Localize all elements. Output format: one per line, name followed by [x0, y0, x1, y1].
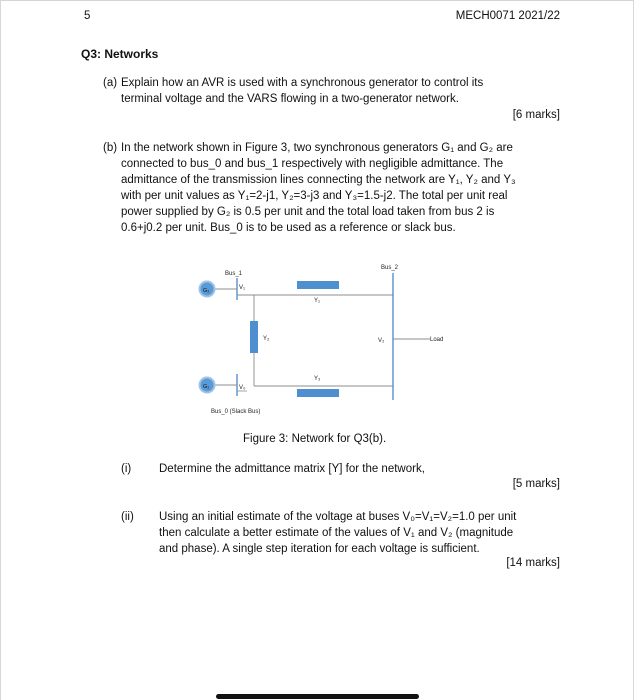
generator-bottom-label: G₁: [203, 384, 210, 390]
bus1-label: Bus_1: [225, 271, 243, 277]
sub-i-label: (i): [121, 463, 132, 475]
sub-ii-marks: [14 marks]: [506, 557, 560, 569]
part-b-line-6: 0.6+j0.2 per unit. Bus_0 is to be used as a reference or slack bus.: [121, 222, 456, 234]
part-a-marks: [6 marks]: [512, 109, 560, 121]
top-edge-line: [1, 0, 633, 1]
admittance-y2-block: [250, 321, 258, 353]
page-number: 5: [84, 10, 91, 22]
question-title: Q3: Networks: [81, 47, 159, 61]
admittance-y3-block: [297, 389, 339, 397]
part-a-label: (a): [103, 77, 118, 89]
figure-caption: Figure 3: Network for Q3(b).: [243, 433, 387, 445]
sub-ii-line-3: and phase). A single step iteration for each voltage is sufficient.: [159, 543, 480, 555]
admittance-y1-block: [297, 281, 339, 289]
y3-label: Y₃: [314, 376, 321, 382]
v2-label: V₂: [378, 338, 385, 344]
sub-i-text: Determine the admittance matrix [Y] for the network,: [159, 463, 425, 475]
part-a-line-1: Explain how an AVR is used with a synchronous generator to control its: [121, 77, 484, 89]
v1-label: V₁: [239, 285, 246, 291]
bus0-label: Bus_0 (Slack Bus): [211, 409, 261, 415]
part-b-line-4: with per unit values as Y₁=2-j1, Y₂=3-j3 and Y₃=1.5-j2. The total per unit real: [121, 190, 508, 202]
part-a-line-2: terminal voltage and the VARS flowing in a two-generator network.: [121, 93, 459, 105]
sub-ii-label: (ii): [121, 511, 134, 523]
generator-top-label: G₂: [203, 288, 210, 294]
sub-ii-line-1: Using an initial estimate of the voltage at buses V₀=V₁=V₂=1.0 per unit: [159, 511, 517, 523]
part-b-line-1: In the network shown in Figure 3, two synchronous generators G₁ and G₂ are: [121, 142, 513, 154]
bus2-label: Bus_2: [381, 265, 399, 271]
v0-label: V₀: [239, 385, 246, 391]
y2-label: Y₂: [263, 336, 270, 342]
sub-ii-line-2: then calculate a better estimate of the values of V₁ and V₂ (magnitude: [159, 527, 514, 539]
part-b-label: (b): [103, 142, 118, 154]
network-diagram: [181, 258, 481, 423]
part-b-line-3: admittance of the transmission lines connecting the network are Y₁, Y₂ and Y₃: [121, 174, 516, 186]
sub-i-marks: [5 marks]: [512, 478, 560, 490]
course-code: MECH0071 2021/22: [455, 10, 560, 22]
part-b-line-5: power supplied by G₂ is 0.5 per unit and the total load taken from bus 2 is: [121, 206, 495, 218]
load-label: Load: [430, 337, 444, 343]
part-b-line-2: connected to bus_0 and bus_1 respectively with negligible admittance. The: [121, 158, 504, 170]
y1-label: Y₁: [314, 298, 321, 304]
home-indicator[interactable]: [216, 694, 419, 699]
